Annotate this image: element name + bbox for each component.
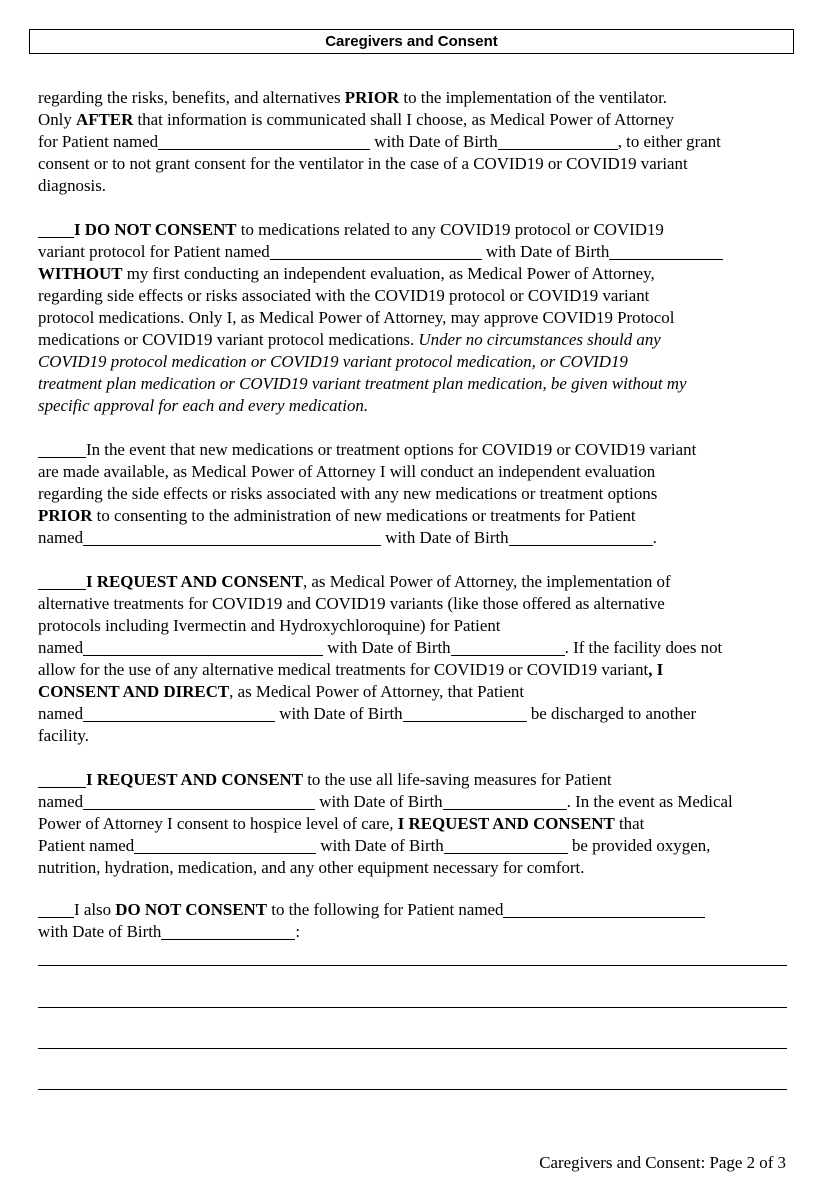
date-of-birth-blank[interactable] [451,639,565,656]
text: to the use all life-saving measures for Patient [302,770,612,789]
text: , as Medical Power of Attorney, that Patient [229,682,525,701]
text: to consenting to the administration of new medications or treatments for Patient [92,506,636,525]
text: with Date of Birth [38,922,162,941]
text: be provided oxygen, [567,836,711,855]
text: to the following for Patient named [267,900,504,919]
text: Power of Attorney I consent to hospice level of care, [38,814,398,833]
bold-request-consent: I REQUEST AND CONSENT [86,572,303,591]
text: to the implementation of the ventilator. [399,88,668,107]
bold-no-consent: DO NOT CONSENT [115,900,268,919]
text: protocol medications. Only I, as Medical Power of Attorney, may approve COVID19 Protocol [38,308,675,327]
date-of-birth-blank[interactable] [403,705,527,722]
text: Only [38,110,77,129]
text: variant protocol for Patient named [38,242,270,261]
bold-request-consent: I REQUEST AND CONSENT [86,770,303,789]
text: Patient named [38,836,135,855]
text: nutrition, hydration, medication, and any other equipment necessary for comfort. [38,858,585,877]
patient-name-blank[interactable] [83,639,323,656]
text: alternative treatments for COVID19 and COVID19 variants (like those offered as alternative [38,594,665,613]
text: diagnosis. [38,176,107,195]
bold-after: AFTER [76,110,134,129]
date-of-birth-blank[interactable] [498,133,618,150]
ventilator-paragraph [38,87,798,197]
text: that information is communicated shall I choose, as Medical Power of Attorney [133,110,675,129]
text: with Date of Birth [275,704,403,723]
patient-name-blank[interactable] [503,901,705,918]
text: named [38,792,84,811]
bold-text: , I [648,660,664,679]
bold-no-consent: I DO NOT CONSENT [74,220,237,239]
patient-name-blank[interactable] [83,793,315,810]
initial-blank[interactable] [38,221,74,238]
text: with Date of Birth [481,242,610,261]
text: with Date of Birth [315,792,443,811]
patient-name-blank[interactable] [134,837,316,854]
text: medications or COVID19 variant protocol medications. [38,330,419,349]
text: . [652,528,657,547]
date-of-birth-blank[interactable] [161,923,295,940]
text: with Date of Birth [370,132,498,151]
bold-prior: PRIOR [344,88,400,107]
date-of-birth-blank[interactable] [609,243,723,260]
text: , as Medical Power of Attorney, the implementation of [302,572,671,591]
life-saving-measures-paragraph [38,769,798,879]
text: : [295,922,301,941]
italic-text: COVID19 protocol medication or COVID19 variant protocol medication, or COVID19 [38,352,628,371]
page-footer: Caregivers and Consent: Page 2 of 3 [539,1153,786,1172]
italic-text: Under no circumstances should any [418,330,661,349]
text: allow for the use of any alternative medical treatments for COVID19 or COVID19 variant [38,660,649,679]
page-header [29,29,794,54]
initial-blank[interactable] [38,901,74,918]
text: I also [74,900,116,919]
date-of-birth-blank[interactable] [509,529,653,546]
text: with Date of Birth [381,528,509,547]
text: are made available, as Medical Power of Attorney I will conduct an independent evaluation [38,462,656,481]
text: named [38,528,84,547]
text: consent or to not grant consent for the ventilator in the case of a COVID19 or COVID19 variant [38,154,688,173]
text: . In the event as Medical [566,792,733,811]
date-of-birth-blank[interactable] [444,837,568,854]
text: In the event that new medications or treatment options for COVID19 or COVID19 variant [86,440,697,459]
italic-text: treatment plan medication or COVID19 variant treatment plan medication, be given without my [38,374,687,393]
text: named [38,704,84,723]
write-in-line-2[interactable] [38,1007,787,1008]
text: to medications related to any COVID19 protocol or COVID19 [236,220,664,239]
new-medications-paragraph [38,439,798,549]
write-in-line-1[interactable] [38,965,787,966]
alternative-treatments-paragraph [38,571,798,747]
patient-name-blank[interactable] [83,705,275,722]
date-of-birth-blank[interactable] [443,793,567,810]
write-in-line-3[interactable] [38,1048,787,1049]
text: facility. [38,726,89,745]
text: regarding side effects or risks associated with the COVID19 protocol or COVID19 variant [38,286,650,305]
patient-name-blank[interactable] [158,133,370,150]
patient-name-blank[interactable] [270,243,482,260]
header-title: Caregivers and Consent [325,33,498,50]
bold-prior: PRIOR [38,506,93,525]
text: named [38,638,84,657]
bold-consent-direct: CONSENT AND DIRECT [38,682,230,701]
text: for Patient named [38,132,159,151]
initial-blank[interactable] [38,573,86,590]
text: protocols including Ivermectin and Hydroxychloroquine) for Patient [38,616,501,635]
also-no-consent-paragraph [38,899,798,943]
write-in-line-4[interactable] [38,1089,787,1090]
text: my first conducting an independent evaluation, as Medical Power of Attorney, [122,264,655,283]
text: that [614,814,645,833]
bold-request-consent: I REQUEST AND CONSENT [397,814,615,833]
text: . If the facility does not [564,638,723,657]
text: regarding the risks, benefits, and alternatives [38,88,345,107]
document-body [38,87,798,965]
text: be discharged to another [526,704,697,723]
italic-text: specific approval for each and every medication. [38,396,369,415]
text: with Date of Birth [323,638,451,657]
initial-blank[interactable] [38,771,86,788]
initial-blank[interactable] [38,441,86,458]
bold-without: WITHOUT [38,264,123,283]
text: regarding the side effects or risks associated with any new medications or treatment options [38,484,658,503]
patient-name-blank[interactable] [83,529,381,546]
text: with Date of Birth [316,836,444,855]
text: , to either grant [617,132,721,151]
no-consent-medications-paragraph [38,219,798,417]
